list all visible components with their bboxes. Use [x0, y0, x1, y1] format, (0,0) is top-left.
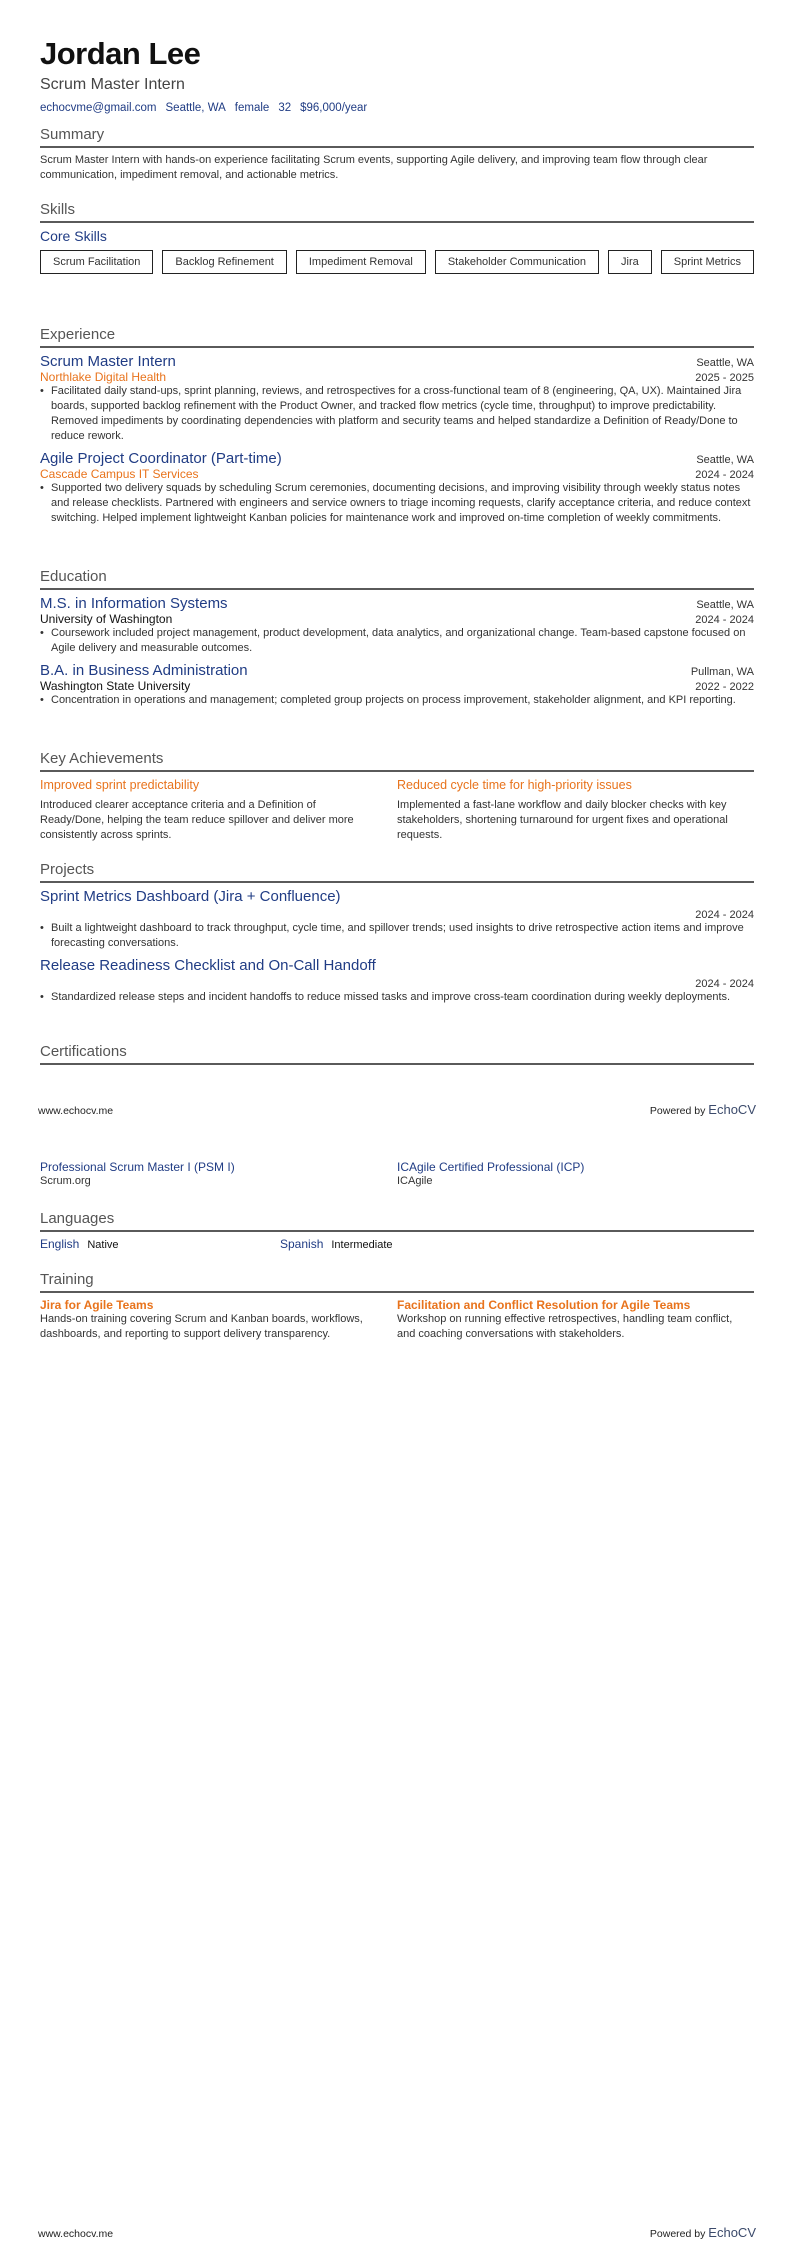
cert-issuer: ICAgile	[397, 1175, 433, 1187]
achievement-title: Improved sprint predictability	[40, 778, 200, 792]
project-title: Sprint Metrics Dashboard (Jira + Confluence)	[40, 888, 341, 905]
cert-item	[397, 1160, 754, 1189]
candidate-name: Jordan Lee	[40, 36, 201, 71]
language-level: Native	[87, 1239, 119, 1251]
edu-dates: 2022 - 2022	[695, 681, 754, 693]
project-title: Release Readiness Checklist and On-Call Handoff	[40, 957, 376, 974]
gender: female	[234, 102, 270, 114]
cert-name: ICAgile Certified Professional (ICP)	[397, 1160, 585, 1174]
company: Northlake Digital Health	[40, 370, 167, 384]
training-item	[397, 1298, 754, 1342]
project-item	[40, 957, 754, 1005]
section-heading: Training	[40, 1271, 754, 1293]
achievement-text: Introduced clearer acceptance criteria and a Definition of Ready/Done, helping the team reduce spillover and deliver more consistently across sprints.	[40, 799, 354, 841]
footer-powered: Powered by EchoCV	[649, 2225, 756, 2240]
summary-text: Scrum Master Intern with hands-on experience facilitating Scrum events, supporting Agile delivery, and improving team flow through clear communication, impediment removal, and actionable metrics.	[40, 154, 708, 181]
job-bullet: • Supported two delivery squads by scheduling Scrum ceremonies, documenting decisions, and improving visibility through weekly status notes and release checklists. Partnered with engineers and service owners to triage incoming requests, clarify acceptance criteria, and reduce context switching. Helped implement lightweight Kanban policies for maintenance work and improved on-time completion of weekly commitments.	[40, 481, 754, 526]
cert-item	[40, 1160, 397, 1189]
section-heading: Projects	[40, 861, 754, 883]
language-name: Spanish	[280, 1237, 324, 1251]
section-heading: Languages	[40, 1210, 754, 1232]
projects-section	[40, 861, 754, 1011]
experience-section	[40, 326, 754, 532]
training-section	[40, 1271, 754, 1342]
section-heading: Summary	[40, 126, 754, 148]
edu-bullet: • Coursework included project management, product development, data analytics, and organizational change. Team-based capstone focused on Agile delivery and measurable outcomes.	[40, 626, 754, 656]
job-title: Agile Project Coordinator (Part-time)	[40, 450, 282, 467]
achievement-text: Implemented a fast-lane workflow and daily blocker checks with key stakeholders, shortening turnaround for urgent fixes and operational requests.	[397, 799, 728, 841]
project-bullet: • Standardized release steps and incident handoffs to reduce missed tasks and improve cross-team coordination during weekly deployments.	[40, 990, 754, 1005]
cert-name: Professional Scrum Master I (PSM I)	[40, 1160, 235, 1174]
project-item	[40, 888, 754, 951]
section-heading: Certifications	[40, 1043, 754, 1065]
degree: M.S. in Information Systems	[40, 595, 228, 612]
training-item	[40, 1298, 397, 1342]
language-level: Intermediate	[331, 1239, 393, 1251]
job-title: Scrum Master Intern	[40, 353, 176, 370]
footer-powered: Powered by EchoCV	[649, 1102, 756, 1117]
education-item	[40, 595, 754, 656]
summary-section	[40, 126, 754, 183]
project-dates: 2024 - 2024	[695, 909, 754, 921]
job-dates: 2024 - 2024	[695, 469, 754, 481]
language-item	[280, 1237, 393, 1251]
achievement-item	[40, 778, 397, 843]
skill-chip: Impediment Removal	[296, 250, 426, 274]
training-text: Workshop on running effective retrospectives, handling team conflict, and coaching conversations with stakeholders.	[397, 1313, 733, 1340]
section-heading: Skills	[40, 201, 754, 223]
skill-group-title: Core Skills	[40, 228, 107, 244]
job-bullet: • Facilitated daily stand-ups, sprint planning, reviews, and retrospectives for a cross-functional team of 8 (engineering, QA, UX). Maintained Jira boards, supported backlog refinement with the Product Owner, and tracked flow metrics (cycle time, throughput) to improve predictability. Removed impediments by coordinating dependencies with platform and security teams and helped standardize a Definition of Ready/Done to reduce rework.	[40, 384, 754, 444]
school: University of Washington	[40, 612, 173, 626]
section-heading: Education	[40, 568, 754, 590]
languages-section	[40, 1210, 754, 1251]
contact-line	[40, 102, 754, 114]
salary: $96,000/year	[300, 102, 368, 114]
job-location: Seattle, WA	[696, 357, 754, 369]
education-section	[40, 568, 754, 714]
skills-section	[40, 201, 754, 274]
edu-dates: 2024 - 2024	[695, 614, 754, 626]
job-dates: 2025 - 2025	[695, 372, 754, 384]
edu-bullet: • Concentration in operations and management; completed group projects on process improvement, stakeholder alignment, and KPI reporting.	[40, 693, 754, 708]
school: Washington State University	[40, 679, 191, 693]
achievements-section	[40, 750, 754, 843]
page-footer-2	[38, 2225, 756, 2240]
degree: B.A. in Business Administration	[40, 662, 248, 679]
email[interactable]: echocvme@gmail.com	[40, 102, 157, 114]
age: 32	[278, 102, 292, 114]
location: Seattle, WA	[165, 102, 226, 114]
company: Cascade Campus IT Services	[40, 467, 199, 481]
skill-chip: Sprint Metrics	[661, 250, 754, 274]
brand-logo: EchoCV	[708, 2225, 756, 2240]
achievement-title: Reduced cycle time for high-priority issues	[397, 778, 632, 792]
project-dates: 2024 - 2024	[695, 978, 754, 990]
edu-location: Seattle, WA	[696, 599, 754, 611]
training-title: Facilitation and Conflict Resolution for Agile Teams	[397, 1298, 691, 1312]
cert-issuer: Scrum.org	[40, 1175, 91, 1187]
training-text: Hands-on training covering Scrum and Kanban boards, workflows, dashboards, and reporting to support delivery transparency.	[40, 1313, 363, 1340]
skill-chip: Stakeholder Communication	[435, 250, 599, 274]
language-name: English	[40, 1237, 80, 1251]
education-item	[40, 662, 754, 708]
skill-chip: Backlog Refinement	[162, 250, 286, 274]
header	[40, 36, 754, 114]
skill-chip: Jira	[608, 250, 652, 274]
job-location: Seattle, WA	[696, 454, 754, 466]
training-title: Jira for Agile Teams	[40, 1298, 154, 1312]
achievement-item	[397, 778, 754, 843]
experience-item	[40, 353, 754, 444]
brand-logo: EchoCV	[708, 1102, 756, 1117]
section-heading: Experience	[40, 326, 754, 348]
skill-chip: Scrum Facilitation	[40, 250, 153, 274]
experience-item	[40, 450, 754, 526]
section-heading: Key Achievements	[40, 750, 754, 772]
page-footer	[38, 1102, 756, 1117]
language-item	[40, 1237, 280, 1251]
project-bullet: • Built a lightweight dashboard to track throughput, cycle time, and spillover trends; used insights to drive retrospective action items and improve forecasting conversations.	[40, 921, 754, 951]
footer-site-link[interactable]: www.echocv.me	[38, 2228, 114, 2240]
candidate-title: Scrum Master Intern	[40, 76, 185, 93]
edu-location: Pullman, WA	[690, 666, 754, 678]
certifications-list	[40, 1160, 754, 1189]
footer-site-link[interactable]: www.echocv.me	[38, 1105, 114, 1117]
certifications-heading-block	[40, 1043, 754, 1070]
